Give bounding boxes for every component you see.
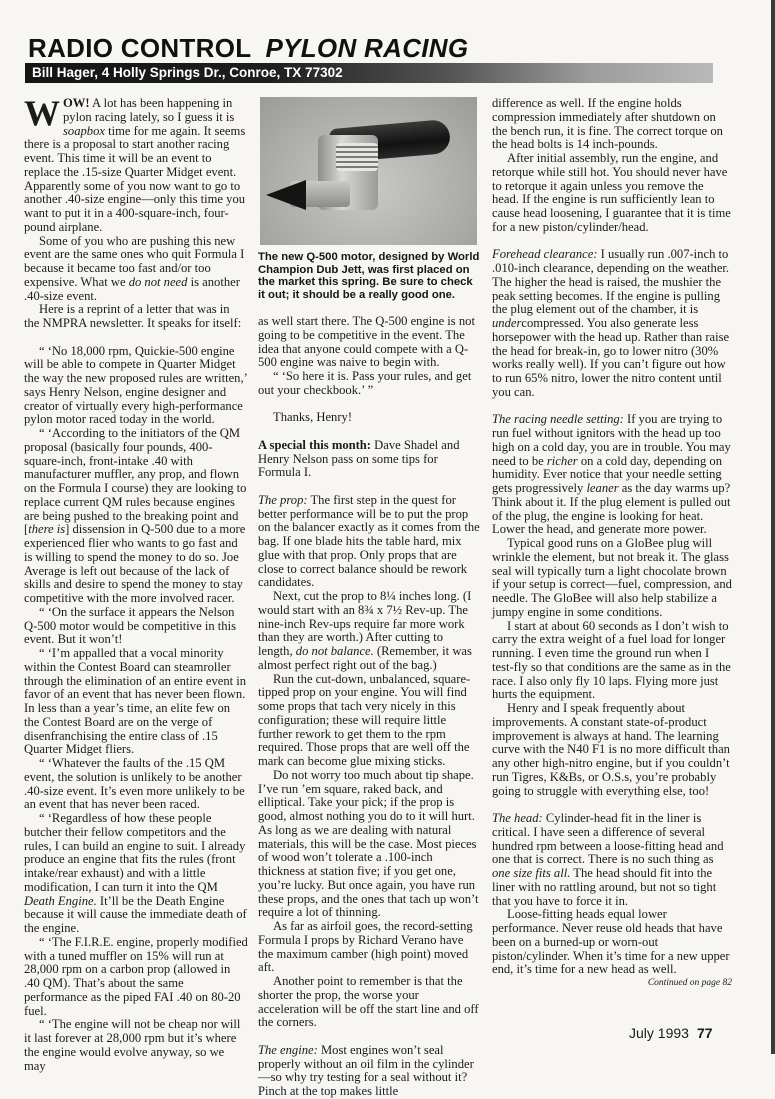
body-text: difference as well. If the engine holds compression immediately after shutdown on the bench run, it is fine. The correct torque on the head bolts is 14 inch-pounds. [492,96,723,152]
paragraph [24,936,248,1019]
page-number: 77 [696,1025,713,1041]
paragraph [492,413,732,537]
paragraph [258,439,480,480]
paragraph [24,235,248,304]
paragraph [492,248,732,399]
body-text: “ ‘The F.I.R.E. engine, properly modified with a tuned muffler on 15% will run at 28,000 rpm on a carbon prop (allowed in .40 QM). That’s about the same performance as the piped FAI .40 on 80-20 fuel. [24,934,248,1018]
paragraph [24,606,248,647]
paragraph [492,152,732,235]
italic-text: one size fits all. [492,866,571,880]
body-text: “ ‘The engine will not be cheap nor will it last forever at 28,000 rpm but it’s where the engine would evolve anyway, so we may [24,1017,241,1073]
italic-text: soapbox [63,123,105,138]
body-text: Most engines won’t seal properly without an oil film in the cylinder—so why try testing for a seal without it? Pinch at the top makes little [258,1042,474,1098]
photo-caption: The new Q-500 motor, designed by World Champion Dub Jett, was first placed on the market this spring. Be sure to check it out; it should be a really good one. [258,251,480,301]
bold-text: OW! [63,96,90,110]
body-text: “ ‘I’m appalled that a vocal minority within the Contest Board can steamroller through the elimination of an entire event in favor of an event that has never been flown. In less than a year’s time, an elite few on the Contest Board are on the verge of disenfranchising the entire class of .15 Quarter Midget fliers. [24,646,247,757]
body-text: (Remember, it was almost perfect right out of the bag.) [258,644,472,672]
italic-text: do not balance. [295,644,374,658]
paragraph [24,647,248,757]
author-byline: Bill Hager, 4 Holly Springs Dr., Conroe, TX 77302 [32,65,343,80]
body-text: Henry and I speak frequently about improvements. A constant state-of-product improvement is always at hand. The learning curve with the N40 F1 is no more difficult than any other high-nitro engine, but if you couldn’t run Tigres, K&Bs, or O.S.s, you’re probably going to struggle with everything else, too! [492,701,730,798]
continued-note: Continued on page 82 [647,978,732,988]
body-text: time for me again. It seems there is a proposal to start another racing event. This time it will be an event to replace the .15-size Quarter Midget event. Apparently some of you now want to go to another .40-size engine—only this time you want to put it in a 400-square-inch, four-pound airplane. [24,123,246,234]
body-text: Thanks, Henry! [273,410,353,425]
paragraph [492,908,732,977]
page-title [28,33,468,64]
paragraph [492,97,732,152]
italic-text: under [492,316,522,330]
cylinder-fins-shape [336,143,378,171]
body-text: “ ‘Regardless of how these people butcher their fellow competitors and the rules, I can build an engine to suit. I already produce an engine that fits the rules (front intake/rear exhaust) and with a little modification, I can turn it into the QM [24,811,246,894]
body-text: as well start there. The Q-500 engine is not going to be competitive in the event. The idea that anyone could compete with a Q-500 engine was naive to begin with. [258,314,475,370]
body-text: “ ‘So here it is. Pass your rules, and get out your checkbook.’ ” [258,369,472,397]
body-text: “ ‘No 18,000 rpm, Quickie-500 engine will be able to compete in Quarter Midget the way the new proposed rules are written,’ says Henry Nelson, engine designer and creator of virtually every high-performance pylon motor raced today in the world. [24,343,247,427]
body-text: Some of you who are pushing this new event are the same ones who quit Formula I because it became too fast and/or too expensive. What we [24,233,245,289]
body-text: Cylinder-head fit in the liner is critical. I have seen a difference of several hundred rpm between a loose-fitting head and one that is correct. There is no such thing as [492,811,724,867]
spinner-shape [266,180,306,210]
body-text: compressed. You also generate less horsepower with the head up. Rather than raise the head for break-in, go to lower nitro (30% works really well). If you can’t figure out how to run 65% nitro, lower the nitro content until you can. [492,316,730,399]
article-column-2 [258,315,480,1099]
italic-text: Forehead clearance: [492,247,598,262]
paragraph [24,345,248,428]
bold-text: A special this month: [258,437,372,452]
body-text: Next, cut the prop to 8¼ inches long. (I would start with an 8¾ x 7½ Rev-up. The nine-inch Rev-ups require far more work than they are worth.) After cutting to length, [258,589,472,658]
page-edge [771,0,775,1054]
body-text: Do not worry too much about tip shape. I’ve run ’em square, raked back, and elliptical. Take your pick; if the prop is good, almost nothing you do to it will hurt. As long as we are dealing with natural materials, this will be the case. Most pieces of wood won’t tolerate a .100-inch thickness at station five; if you get one, you’re lucky. But once again, you have run these props, and the ones that tach up won’t require a lot of thinning. [258,767,479,920]
italic-text: The racing needle setting: [492,412,624,427]
body-text: I usually run .007-inch to .010-inch clearance, depending on the weather. The higher the head is raised, the mushier the peak setting becomes. If the engine is pulling the plug element out of the chamber, it is [492,247,730,317]
paragraph [258,1044,480,1099]
body-text: I start at about 60 seconds as I don’t wish to carry the extra weight of a fuel load for longer running. I even time the ground run when I test-fly so that conditions are the same as in the race. I also only fly 10 laps. Flying more just hurts the equipment. [492,618,731,702]
paragraph [24,93,248,235]
article-column-1 [24,93,248,1073]
italic-text: The prop: [258,492,308,507]
body-text: ] dissension in Q-500 due to a more experienced flier who wants to go fast and is willing to spend the money to do so. Joe Average is left out because of the lack of skills and desire to spend the money to stay competitive with the more involved racer. [24,522,246,605]
body-text: The head should fit into the liner with no rattling around, but not so tight that you have to force it in. [492,866,717,908]
body-text: “ ‘According to the initiators of the QM proposal (basically four pounds, 400-square-inch, front-intake .40 with manufacturer muffler, any prop, and flown on the Formula I course) they are looking to replace current QM rules because engines are being pushed to the breaking point and [ [24,426,247,537]
paragraph [258,494,480,590]
column-title: PYLON RACING [265,33,469,63]
italic-text: richer [546,453,578,468]
issue-date: July 1993 [629,1025,689,1041]
paragraph [492,812,732,908]
italic-text: Death Engine. [24,893,97,908]
paragraph [24,1018,248,1073]
paragraph [258,590,480,673]
paragraph [258,315,480,370]
body-text: The first step in the quest for better performance will be to put the prop on the balancer exactly as it comes from the bag. If one blade hits the table hard, mix glue with that prop. Only props that are close to correct balance should be rework candidates. [258,492,480,590]
paragraph [258,920,480,975]
paragraph [258,769,480,920]
paragraph [258,673,480,769]
body-text: Loose-fitting heads equal lower performance. Never reuse old heads that have been on a burned-up or worn-out piston/cylinder. When it’s time for a new upper end, it’s time for a new head as well. [492,907,730,977]
body-text: is another .40-size event. [24,274,240,303]
body-text: Dave Shadel and Henry Nelson pass on some tips for Formula I. [258,437,460,480]
paragraph [24,812,248,936]
body-text: on a cold day, depending on humidity. Ever notice that your needle setting gets progressively [492,453,723,495]
body-text: After initial assembly, run the engine, and retorque while still hot. You should never have to retorque it again unless you remove the head. If the engine is run sufficiently lean to cause head loosening, I guarantee that it is time for a new piston/cylinder/head. [492,151,731,234]
paragraph [492,537,732,620]
body-text: “ ‘Whatever the faults of the .15 QM event, the solution is unlikely to be another .40-size event. It’s even more unlikely to be an event that has never been raced. [24,756,245,812]
body-text: as the day warms up? Think about it. If the plug element is pulled out of the plug, the engine is looking for heat. Lower the head, and generate more power. [492,481,731,537]
body-text: As far as airfoil goes, the record-setting Formula I props by Richard Verano have the maximum camber (high point) moved aft. [258,919,473,975]
body-text: “ ‘On the surface it appears the Nelson Q-500 motor would be competitive in this event. But it won’t! [24,604,236,647]
body-text: It’ll be the Death Engine because it will cause the immediate death of the engine. [24,893,247,935]
italic-text: leaner [586,481,619,495]
body-text: Another point to remember is that the shorter the prop, the worse your acceleration will be off the start line and off the corners. [258,974,479,1030]
paragraph [492,620,732,703]
italic-text: there is [28,522,66,537]
italic-text: The head: [492,811,543,825]
paragraph [24,757,248,812]
italic-text: do not need [128,274,188,289]
section-label: RADIO CONTROL [28,33,252,63]
paragraph [492,702,732,798]
paragraph [258,370,480,398]
paragraph [258,975,480,1030]
paragraph [24,303,248,331]
article-column-3 [492,97,732,989]
body-text: Here is a reprint of a letter that was in the NMPRA newsletter. It speaks for itself: [24,302,242,330]
body-text: Typical good runs on a GloBee plug will wrinkle the element, but not break it. The glass seal will typically turn a light chocolate brown if your setup is correct—fuel, compression, and needle. The GloBee will also help stabilize a jumpy engine in some conditions. [492,536,732,619]
author-byline-bar [25,63,713,83]
page-footer [629,1025,713,1041]
body-text: Run the cut-down, unbalanced, square-tipped prop on your engine. You will find some props that tach very nicely in this configuration; these will require little further rework to get them to the rpm required. Those props that are well off the mark can become glue mixing sticks. [258,671,471,768]
paragraph [24,427,248,606]
body-text: If you are trying to run fuel without ignitors with the head up too high on a cold day, you are in trouble. You may need to be [492,412,731,468]
drop-cap: W [24,93,60,133]
engine-photo [260,97,477,245]
body-text: A lot has been happening in pylon racing lately, so I guess it is [63,96,235,124]
paragraph [258,411,480,425]
italic-text: The engine: [258,1042,318,1057]
